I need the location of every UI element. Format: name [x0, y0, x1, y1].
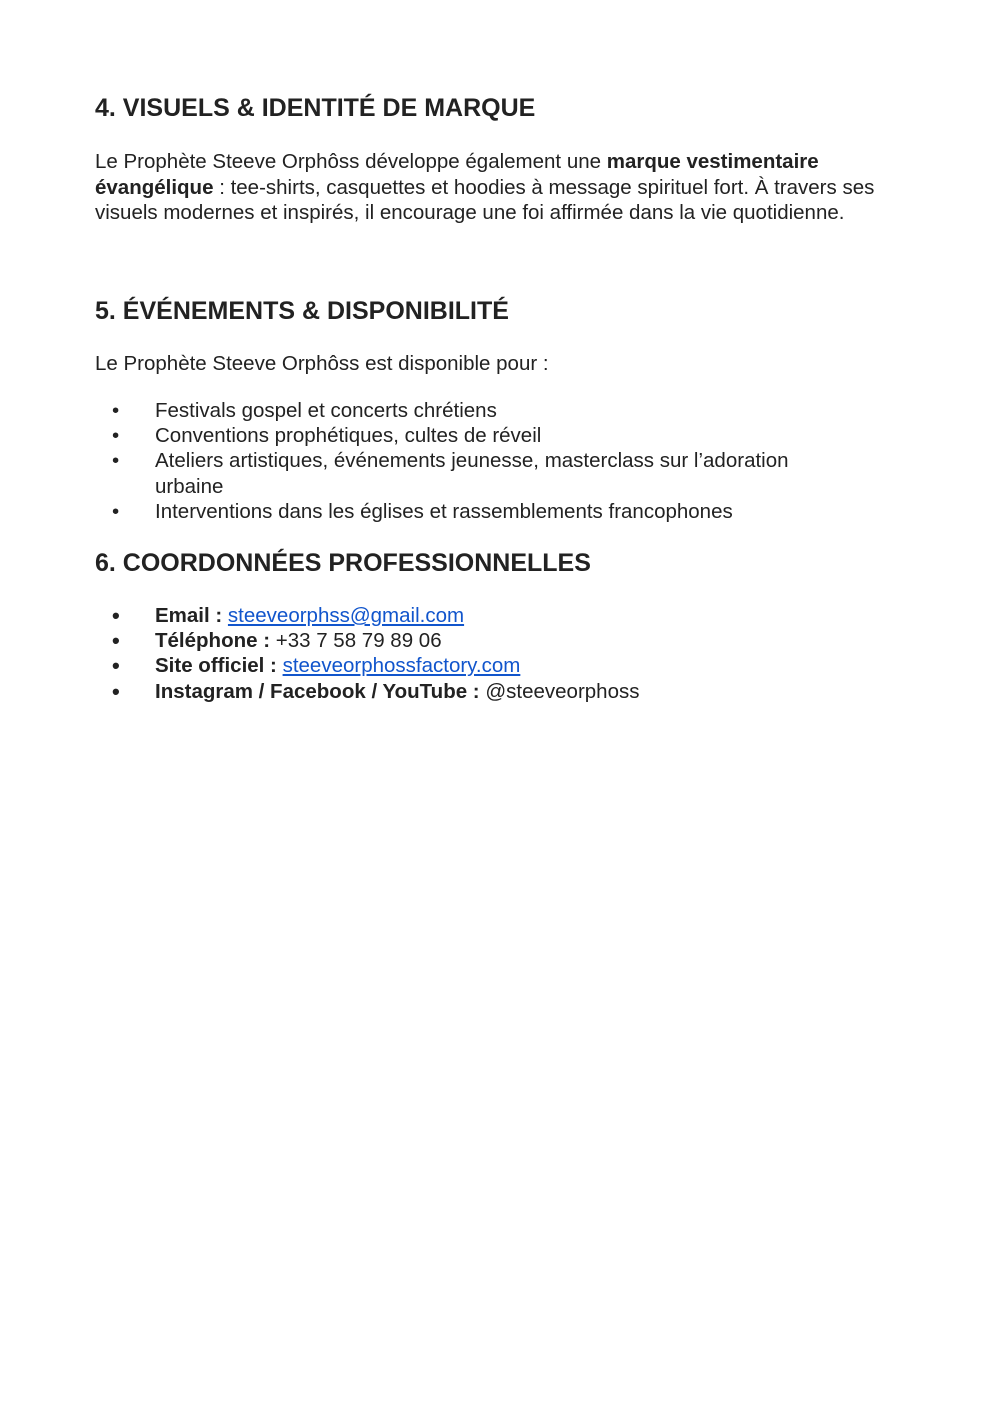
bullet-icon: • [112, 499, 120, 523]
list-item [95, 448, 905, 498]
bullet-icon: • [112, 653, 120, 679]
contact-phone [95, 628, 905, 653]
list-item-text: Festivals gospel et concerts chrétiens [155, 399, 497, 422]
bullet-icon: • [112, 424, 120, 448]
section-5-intro: Le Prophète Steeve Orphôss est disponible pour : [95, 352, 549, 375]
section-5-heading: 5. ÉVÉNEMENTS & DISPONIBILITÉ [95, 297, 509, 325]
contact-email [95, 603, 905, 628]
section-6-heading: 6. COORDONNÉES PROFESSIONNELLES [95, 549, 591, 577]
section-4-text-start: Le Prophète Steeve Orphôss développe également une [95, 150, 607, 173]
bullet-icon: • [112, 399, 120, 422]
contact-list [95, 603, 905, 704]
list-item-text: Ateliers artistiques, événements jeunesse, masterclass sur l’adoration urbaine [155, 449, 789, 498]
section-4-text-bold: marque vestimentaire évangélique [95, 150, 819, 199]
list-item [95, 423, 905, 448]
list-item-text: Interventions dans les églises et rassemblements francophones [155, 499, 733, 523]
contact-site [95, 653, 905, 678]
email-label: Email : [155, 604, 228, 627]
bullet-icon: • [112, 603, 120, 628]
list-item [95, 499, 905, 524]
phone-value: +33 7 58 79 89 06 [275, 629, 442, 653]
bullet-icon: • [112, 628, 120, 654]
phone-label: Téléphone : [155, 629, 276, 653]
social-label: Instagram / Facebook / YouTube : [155, 679, 486, 703]
section-4-text-end: : tee-shirts, casquettes et hoodies à message spirituel fort. À travers ses visuels modernes et inspirés, il encourage une foi affirmée dans la vie quotidienne. [95, 175, 875, 224]
availability-list [95, 398, 905, 524]
bullet-icon: • [112, 678, 120, 704]
email-link[interactable]: steeveorphss@gmail.com [227, 604, 465, 627]
website-link[interactable]: steeveorphossfactory.com [282, 654, 521, 678]
section-4-paragraph [95, 149, 905, 226]
list-item-text: Conventions prophétiques, cultes de réveil [155, 424, 542, 448]
list-item [95, 398, 905, 423]
social-handle: @steeveorphoss [485, 679, 640, 703]
site-label: Site officiel : [155, 654, 283, 678]
section-4-heading: 4. VISUELS & IDENTITÉ DE MARQUE [95, 94, 536, 122]
contact-social [95, 679, 905, 704]
bullet-icon: • [112, 449, 120, 473]
